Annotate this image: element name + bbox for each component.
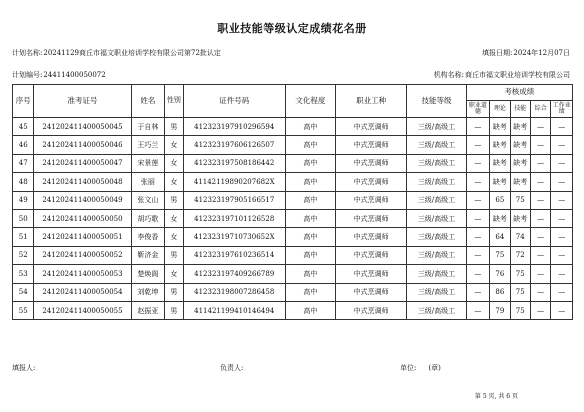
- exam-no-cell: 241202411400050053: [34, 265, 131, 283]
- exam-no-cell: 241202411400050055: [34, 301, 131, 319]
- theory-score-cell: 65: [490, 191, 510, 209]
- skill-score-cell: 缺考: [510, 154, 530, 172]
- level-cell: 三级/高级工: [407, 154, 466, 172]
- col-header-level: 技能等级: [407, 85, 466, 118]
- leader-label: 负责人:: [220, 364, 244, 372]
- gender-cell: 男: [165, 118, 183, 136]
- exam-no-cell: 241202411400050048: [34, 173, 131, 191]
- occupation-cell: 中式烹调师: [335, 173, 407, 191]
- education-cell: 高中: [285, 246, 335, 264]
- comprehensive-score-cell: —: [530, 228, 550, 246]
- exam-no-cell: 241202411400050049: [34, 191, 131, 209]
- fill-date-label: 填报日期:: [482, 49, 513, 57]
- gender-cell: 男: [165, 246, 183, 264]
- gender-cell: 男: [165, 191, 183, 209]
- roster-body: [13, 118, 573, 320]
- occupation-cell: 中式烹调师: [335, 301, 407, 319]
- occupation-cell: 中式烹调师: [335, 246, 407, 264]
- theory-score-cell: 79: [490, 301, 510, 319]
- level-cell: 三级/高级工: [407, 191, 466, 209]
- theory-score-cell: 缺考: [490, 154, 510, 172]
- level-cell: 三级/高级工: [407, 283, 466, 301]
- ethics-score-cell: —: [466, 209, 490, 227]
- work-result-cell: —: [551, 283, 573, 301]
- skill-score-cell: 72: [510, 246, 530, 264]
- ethics-score-cell: —: [466, 154, 490, 172]
- unit-seal-field: [400, 363, 441, 373]
- level-cell: 三级/高级工: [407, 136, 466, 154]
- id-no-cell: 411421199410146494: [183, 301, 285, 319]
- id-no-cell: 412323197508186442: [183, 154, 285, 172]
- comprehensive-score-cell: —: [530, 154, 550, 172]
- comprehensive-score-cell: —: [530, 265, 550, 283]
- work-result-cell: —: [551, 136, 573, 154]
- ethics-score-cell: —: [466, 246, 490, 264]
- occupation-cell: 中式烹调师: [335, 209, 407, 227]
- id-no-cell: 412323197409266789: [183, 265, 285, 283]
- seq-cell: 53: [13, 265, 34, 283]
- education-cell: 高中: [285, 265, 335, 283]
- id-no-cell: 412323197610236514: [183, 246, 285, 264]
- exam-no-cell: 241202411400050051: [34, 228, 131, 246]
- education-cell: 高中: [285, 118, 335, 136]
- plan-name-label: 计划名称:: [12, 49, 43, 57]
- leader-signature-field: [220, 363, 243, 373]
- seq-cell: 51: [13, 228, 34, 246]
- gender-cell: 男: [165, 301, 183, 319]
- exam-no-cell: 241202411400050052: [34, 246, 131, 264]
- seq-cell: 46: [13, 136, 34, 154]
- ethics-score-cell: —: [466, 283, 490, 301]
- occupation-cell: 中式烹调师: [335, 191, 407, 209]
- seq-cell: 45: [13, 118, 34, 136]
- plan-number-value: 24411400050072: [43, 71, 106, 79]
- education-cell: 高中: [285, 209, 335, 227]
- table-row: [13, 246, 573, 264]
- table-row: [13, 228, 573, 246]
- occupation-cell: 中式烹调师: [335, 136, 407, 154]
- theory-score-cell: 75: [490, 246, 510, 264]
- seq-cell: 47: [13, 154, 34, 172]
- theory-score-cell: 76: [490, 265, 510, 283]
- id-no-cell: 41232319710730652X: [183, 228, 285, 246]
- table-row: [13, 136, 573, 154]
- skill-score-cell: 75: [510, 191, 530, 209]
- education-cell: 高中: [285, 173, 335, 191]
- id-no-cell: 412323197101126528: [183, 209, 285, 227]
- work-result-cell: —: [551, 118, 573, 136]
- ethics-score-cell: —: [466, 118, 490, 136]
- level-cell: 三级/高级工: [407, 118, 466, 136]
- theory-score-cell: 86: [490, 283, 510, 301]
- education-cell: 高中: [285, 228, 335, 246]
- col-header-seq: 序号: [13, 85, 34, 118]
- work-result-cell: —: [551, 246, 573, 264]
- id-no-cell: 412323197910296594: [183, 118, 285, 136]
- name-cell: 宋景莲: [131, 154, 165, 172]
- theory-score-cell: 缺考: [490, 173, 510, 191]
- exam-no-cell: 241202411400050047: [34, 154, 131, 172]
- table-row: [13, 191, 573, 209]
- gender-cell: 女: [165, 173, 183, 191]
- skill-score-cell: 缺考: [510, 118, 530, 136]
- name-cell: 刘乾坤: [131, 283, 165, 301]
- col-header-skill: 技能: [510, 101, 530, 118]
- document-title: 职业技能等级认定成绩花名册: [217, 22, 367, 35]
- id-no-cell: 412323198007286458: [183, 283, 285, 301]
- comprehensive-score-cell: —: [530, 209, 550, 227]
- seq-cell: 50: [13, 209, 34, 227]
- skill-score-cell: 75: [510, 265, 530, 283]
- org-name-label: 机构名称:: [433, 71, 464, 79]
- col-header-ethics: 职业道德: [466, 101, 490, 118]
- plan-number-line: [12, 70, 106, 80]
- seq-cell: 55: [13, 301, 34, 319]
- work-result-cell: —: [551, 173, 573, 191]
- work-result-cell: —: [551, 265, 573, 283]
- plan-name-line: [12, 48, 221, 58]
- name-cell: 胡巧歌: [131, 209, 165, 227]
- comprehensive-score-cell: —: [530, 283, 550, 301]
- gender-cell: 女: [165, 154, 183, 172]
- level-cell: 三级/高级工: [407, 173, 466, 191]
- skill-score-cell: 缺考: [510, 209, 530, 227]
- ethics-score-cell: —: [466, 191, 490, 209]
- skill-score-cell: 74: [510, 228, 530, 246]
- col-header-gender: 性别: [165, 85, 183, 118]
- col-header-scores-group: 考核成绩: [466, 85, 572, 101]
- name-cell: 楚焕阁: [131, 265, 165, 283]
- gender-cell: 女: [165, 136, 183, 154]
- exam-no-cell: 241202411400050054: [34, 283, 131, 301]
- comprehensive-score-cell: —: [530, 118, 550, 136]
- skill-score-cell: 缺考: [510, 136, 530, 154]
- name-cell: 张文山: [131, 191, 165, 209]
- col-header-id-no: 证件号码: [183, 85, 285, 118]
- table-row: [13, 154, 573, 172]
- skill-score-cell: 75: [510, 283, 530, 301]
- ethics-score-cell: —: [466, 173, 490, 191]
- work-result-cell: —: [551, 191, 573, 209]
- name-cell: 于自林: [131, 118, 165, 136]
- theory-score-cell: 64: [490, 228, 510, 246]
- occupation-cell: 中式烹调师: [335, 118, 407, 136]
- exam-no-cell: 241202411400050050: [34, 209, 131, 227]
- org-name-value: 商丘市福文职业培训学校有限公司: [465, 71, 570, 79]
- work-result-cell: —: [551, 154, 573, 172]
- occupation-cell: 中式烹调师: [335, 265, 407, 283]
- gender-cell: 女: [165, 228, 183, 246]
- education-cell: 高中: [285, 301, 335, 319]
- filler-label: 填报人:: [12, 364, 36, 372]
- fill-date-line: [482, 48, 570, 58]
- table-row: [13, 265, 573, 283]
- work-result-cell: —: [551, 228, 573, 246]
- name-cell: 赵振亚: [131, 301, 165, 319]
- seq-cell: 48: [13, 173, 34, 191]
- theory-score-cell: 缺考: [490, 136, 510, 154]
- occupation-cell: 中式烹调师: [335, 283, 407, 301]
- gender-cell: 女: [165, 209, 183, 227]
- education-cell: 高中: [285, 191, 335, 209]
- ethics-score-cell: —: [466, 228, 490, 246]
- comprehensive-score-cell: —: [530, 191, 550, 209]
- occupation-cell: 中式烹调师: [335, 154, 407, 172]
- exam-no-cell: 241202411400050045: [34, 118, 131, 136]
- seq-cell: 49: [13, 191, 34, 209]
- id-no-cell: 412323197905166517: [183, 191, 285, 209]
- comprehensive-score-cell: —: [530, 301, 550, 319]
- filler-signature-field: [12, 363, 35, 373]
- table-row: [13, 118, 573, 136]
- skill-score-cell: 缺考: [510, 173, 530, 191]
- table-row: [13, 283, 573, 301]
- unit-label: 单位:: [400, 364, 417, 372]
- col-header-name: 姓名: [131, 85, 165, 118]
- education-cell: 高中: [285, 154, 335, 172]
- theory-score-cell: 缺考: [490, 209, 510, 227]
- comprehensive-score-cell: —: [530, 246, 550, 264]
- comprehensive-score-cell: —: [530, 136, 550, 154]
- table-row: [13, 301, 573, 319]
- seal-mark: (章): [428, 364, 441, 372]
- level-cell: 三级/高级工: [407, 265, 466, 283]
- fill-date-value: 2024年12月07日: [513, 49, 570, 57]
- table-row: [13, 209, 573, 227]
- page-number: 第 5 页, 共 6 页: [474, 393, 518, 400]
- education-cell: 高中: [285, 283, 335, 301]
- org-name-line: [434, 70, 570, 80]
- seq-cell: 54: [13, 283, 34, 301]
- ethics-score-cell: —: [466, 136, 490, 154]
- score-roster-table: [12, 84, 573, 320]
- name-cell: 张丽: [131, 173, 165, 191]
- ethics-score-cell: —: [466, 265, 490, 283]
- education-cell: 高中: [285, 136, 335, 154]
- level-cell: 三级/高级工: [407, 246, 466, 264]
- col-header-comprehensive: 综合: [530, 101, 550, 118]
- col-header-education: 文化程度: [285, 85, 335, 118]
- gender-cell: 女: [165, 265, 183, 283]
- col-header-theory: 理论: [490, 101, 510, 118]
- name-cell: 靳济金: [131, 246, 165, 264]
- exam-no-cell: 241202411400050046: [34, 136, 131, 154]
- id-no-cell: 412323197606126507: [183, 136, 285, 154]
- plan-name-value: 20241129商丘市福文职业培训学校有限公司第72批认定: [43, 49, 221, 57]
- work-result-cell: —: [551, 301, 573, 319]
- table-row: [13, 173, 573, 191]
- level-cell: 三级/高级工: [407, 209, 466, 227]
- id-no-cell: 41142119890207682X: [183, 173, 285, 191]
- name-cell: 李俊香: [131, 228, 165, 246]
- skill-score-cell: 75: [510, 301, 530, 319]
- work-result-cell: —: [551, 209, 573, 227]
- level-cell: 三级/高级工: [407, 301, 466, 319]
- comprehensive-score-cell: —: [530, 173, 550, 191]
- seq-cell: 52: [13, 246, 34, 264]
- occupation-cell: 中式烹调师: [335, 228, 407, 246]
- ethics-score-cell: —: [466, 301, 490, 319]
- col-header-work-result: 工作业绩: [551, 101, 573, 118]
- col-header-exam-no: 准考证号: [34, 85, 131, 118]
- name-cell: 王巧兰: [131, 136, 165, 154]
- level-cell: 三级/高级工: [407, 228, 466, 246]
- theory-score-cell: 缺考: [490, 118, 510, 136]
- plan-number-label: 计划编号:: [12, 71, 43, 79]
- col-header-occupation: 职业工种: [335, 85, 407, 118]
- gender-cell: 男: [165, 283, 183, 301]
